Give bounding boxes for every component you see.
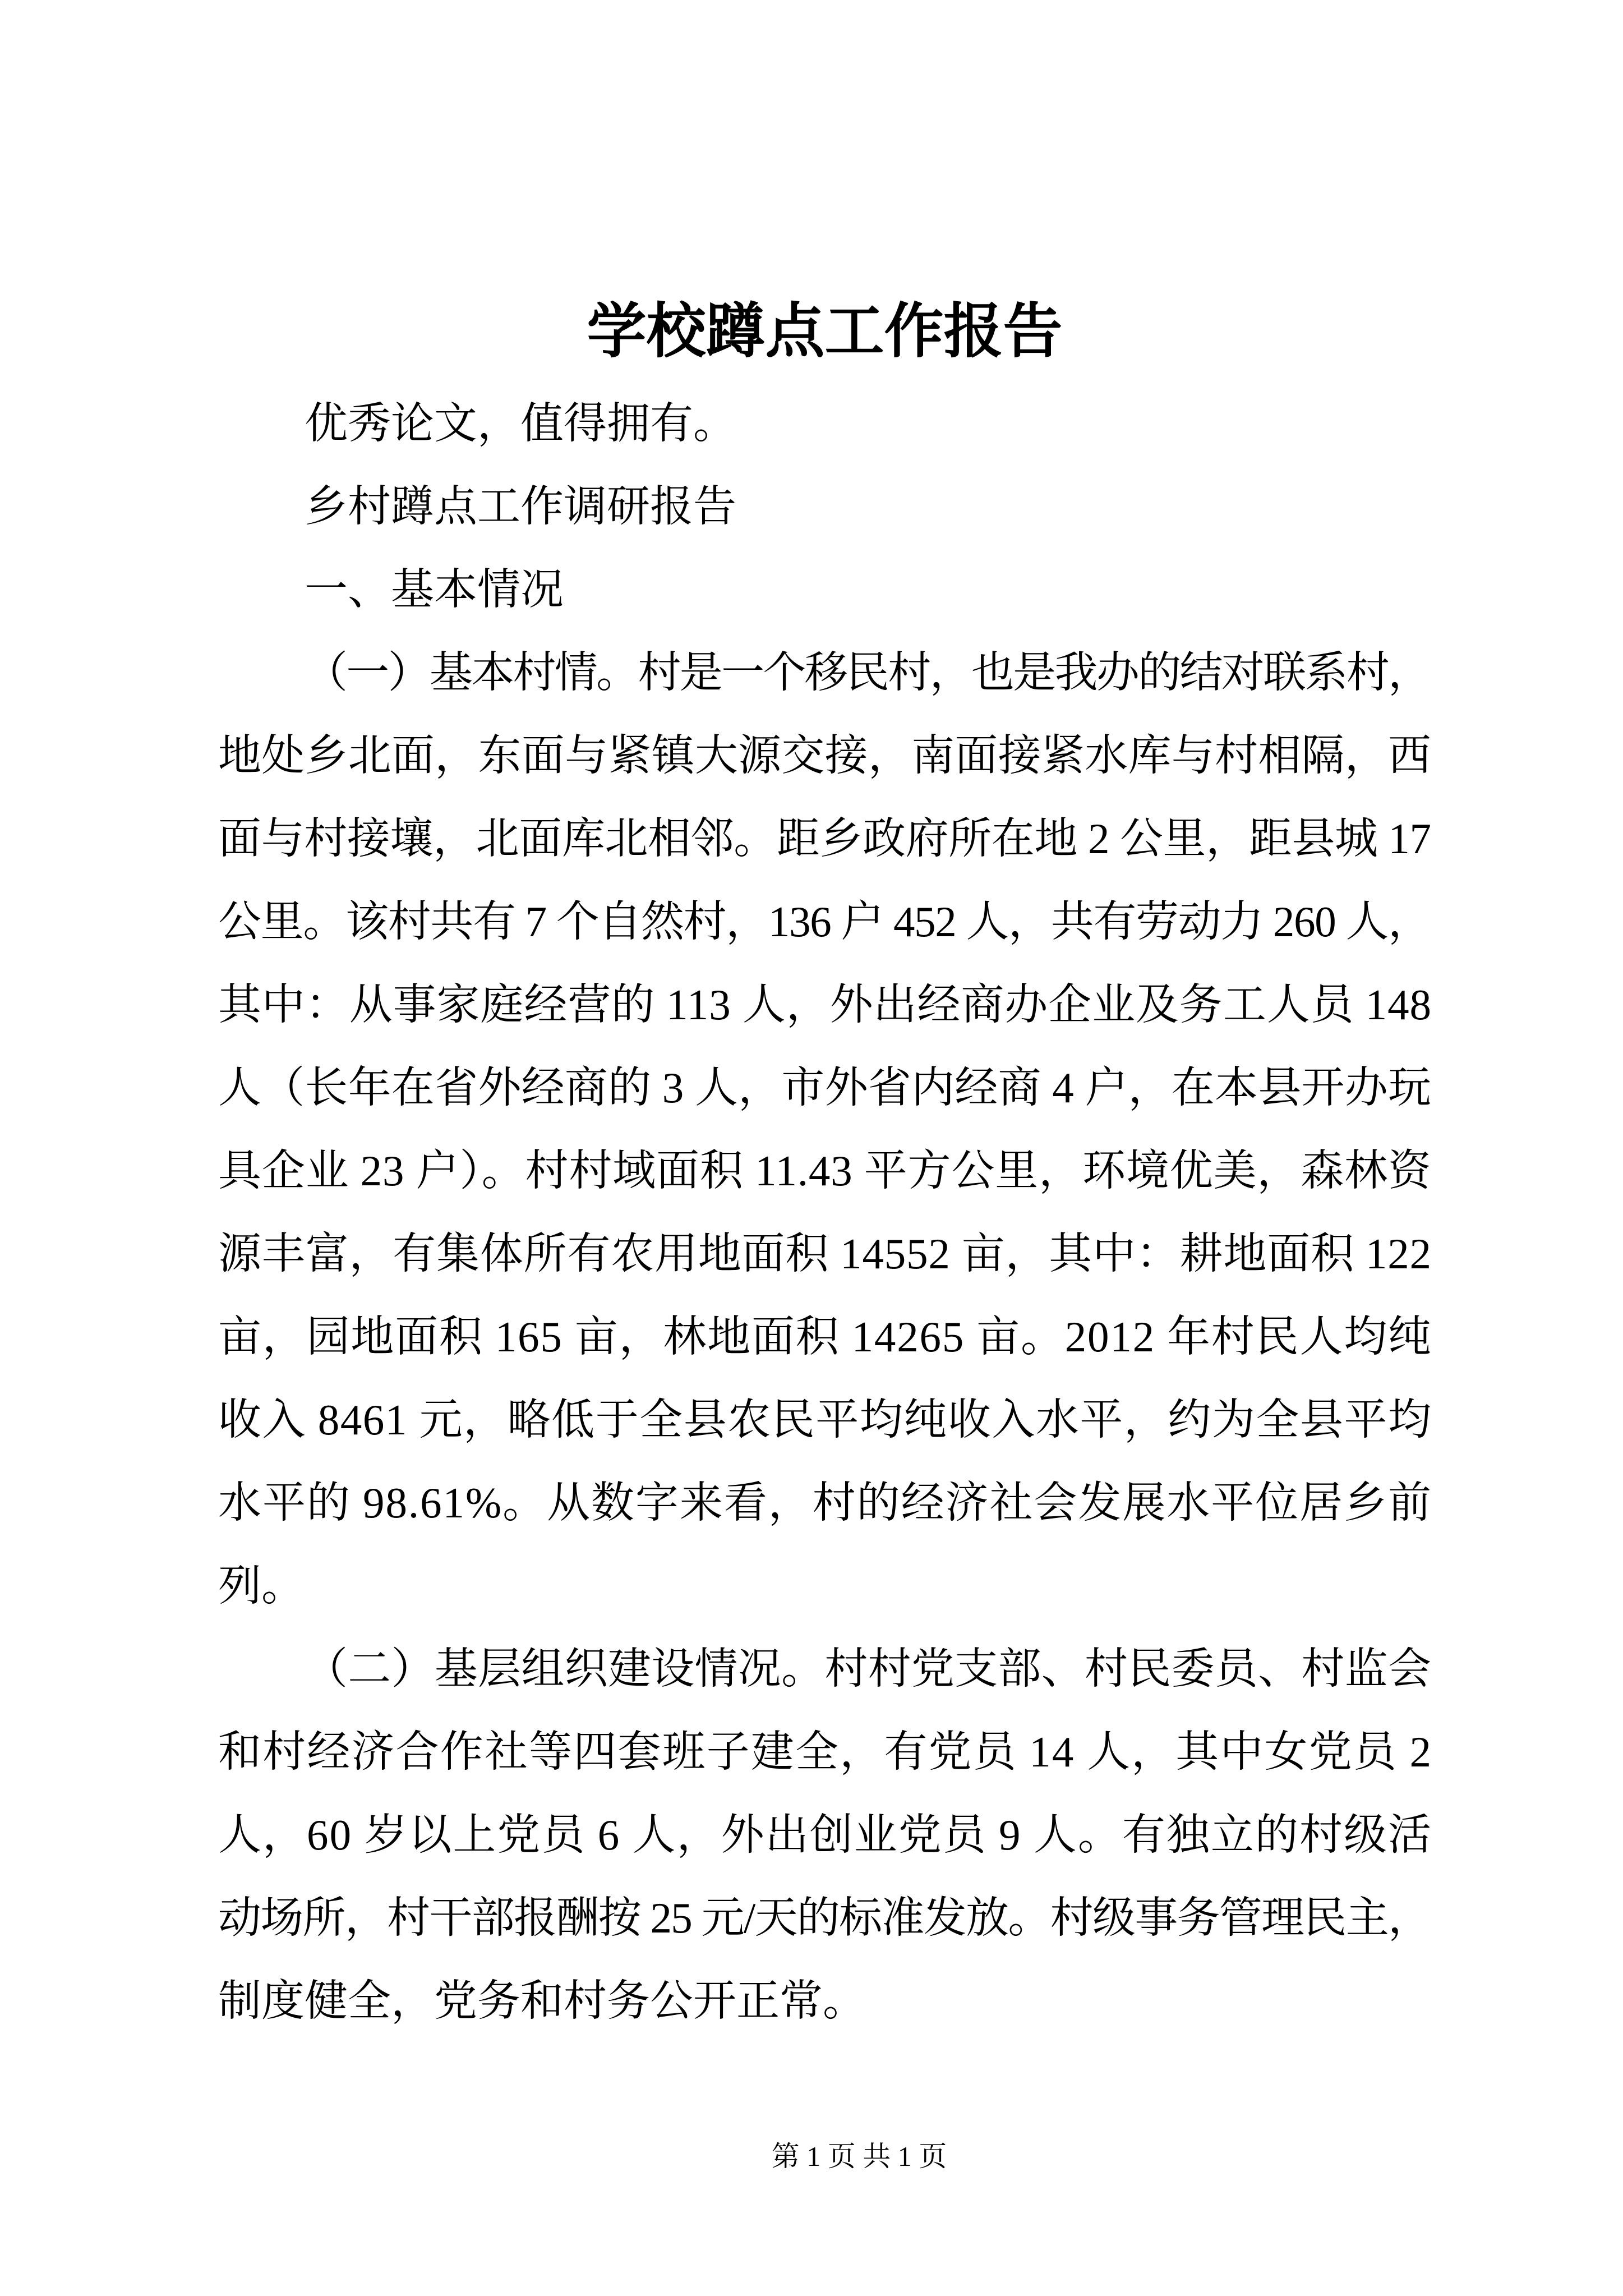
paragraph-line — [218, 1544, 1431, 1627]
paragraph-line — [218, 797, 1431, 880]
paragraph-line-text: 面与村接壤，北面库北相邻。距乡政府所在地 2 公里，距县城 17 — [218, 815, 1431, 863]
paragraph-line — [218, 631, 1431, 714]
paragraph-line-text: 列。 — [218, 1562, 305, 1610]
paragraph-line — [218, 548, 1431, 631]
paragraph-line — [218, 1046, 1431, 1129]
paragraph-line-text: 人（长年在省外经商的 3 人，市外省内经商 4 户，在本县开办玩 — [218, 1064, 1432, 1112]
paragraph-line — [218, 1295, 1431, 1378]
paragraph-line-text: 人，60 岁以上党员 6 人，外出创业党员 9 人。有独立的村级活 — [218, 1811, 1433, 1859]
paragraph-line-text: 收入 8461 元，略低于全县农民平均纯收入水平，约为全县平均 — [218, 1396, 1432, 1444]
paragraph-line — [218, 1627, 1431, 1710]
paragraph-line — [218, 1129, 1431, 1212]
paragraph-line — [218, 1959, 1431, 2042]
document-title: 学校蹲点工作报告 — [587, 299, 1063, 365]
paragraph-line-text: 水平的 98.61%。从数字来看，村的经济社会发展水平位居乡前 — [218, 1479, 1432, 1527]
page-number-footer: 第 1 页 共 1 页 — [771, 2141, 947, 2172]
paragraph-line-text: （一）基本村情。村是一个移民村，也是我办的结对联系村， — [305, 648, 1430, 697]
document-body — [218, 382, 1431, 2042]
paragraph-line-text: 亩，园地面积 165 亩，林地面积 14265 亩。2012 年村民人均纯 — [218, 1313, 1432, 1361]
paragraph-intro — [218, 382, 1431, 465]
paragraph-line — [218, 963, 1431, 1046]
paragraph-line-text: 公里。该村共有 7 个自然村，136 户 452 人，共有劳动力 260 人， — [218, 898, 1431, 946]
paragraph-line-text: 和村经济合作社等四套班子建全，有党员 14 人，其中女党员 2 — [218, 1728, 1433, 1776]
paragraph-line — [218, 714, 1431, 797]
section-heading-text: 一、基本情况 — [305, 565, 564, 614]
paragraph-grassroots-organization — [218, 1627, 1431, 2042]
paragraph-line — [218, 880, 1431, 963]
paragraph-line — [218, 1378, 1431, 1461]
paragraph-line-text: 乡村蹲点工作调研报告 — [305, 482, 736, 531]
paragraph-line — [218, 1876, 1431, 1959]
paragraph-line-text: 具企业 23 户）。村村域面积 11.43 平方公里，环境优美，森林资 — [218, 1147, 1432, 1195]
paragraph-line-text: 源丰富，有集体所有农用地面积 14552 亩，其中：耕地面积 122 — [218, 1230, 1432, 1278]
section-heading — [218, 548, 1431, 631]
paragraph-line — [218, 382, 1431, 465]
paragraph-line — [218, 1461, 1431, 1544]
paragraph-line-text: 制度健全，党务和村务公开正常。 — [218, 1977, 866, 2025]
paragraph-line — [218, 1793, 1431, 1876]
paragraph-line — [218, 465, 1431, 548]
paragraph-line-text: 优秀论文，值得拥有。 — [305, 399, 736, 448]
paragraph-line-text: （二）基层组织建设情况。村村党支部、村民委员、村监会 — [305, 1645, 1432, 1693]
paragraph-basic-village-info — [218, 631, 1431, 1627]
paragraph-line-text: 动场所，村干部报酬按 25 元/天的标准发放。村级事务管理民主， — [218, 1894, 1431, 1942]
paragraph-line — [218, 1212, 1431, 1295]
paragraph-line-text: 地处乡北面，东面与紧镇大源交接，南面接紧水库与村相隔，西 — [218, 731, 1432, 780]
paragraph-line-text: 其中：从事家庭经营的 113 人，外出经商办企业及务工人员 148 — [218, 981, 1432, 1029]
paragraph-line — [218, 1710, 1431, 1793]
paragraph-subtitle — [218, 465, 1431, 548]
